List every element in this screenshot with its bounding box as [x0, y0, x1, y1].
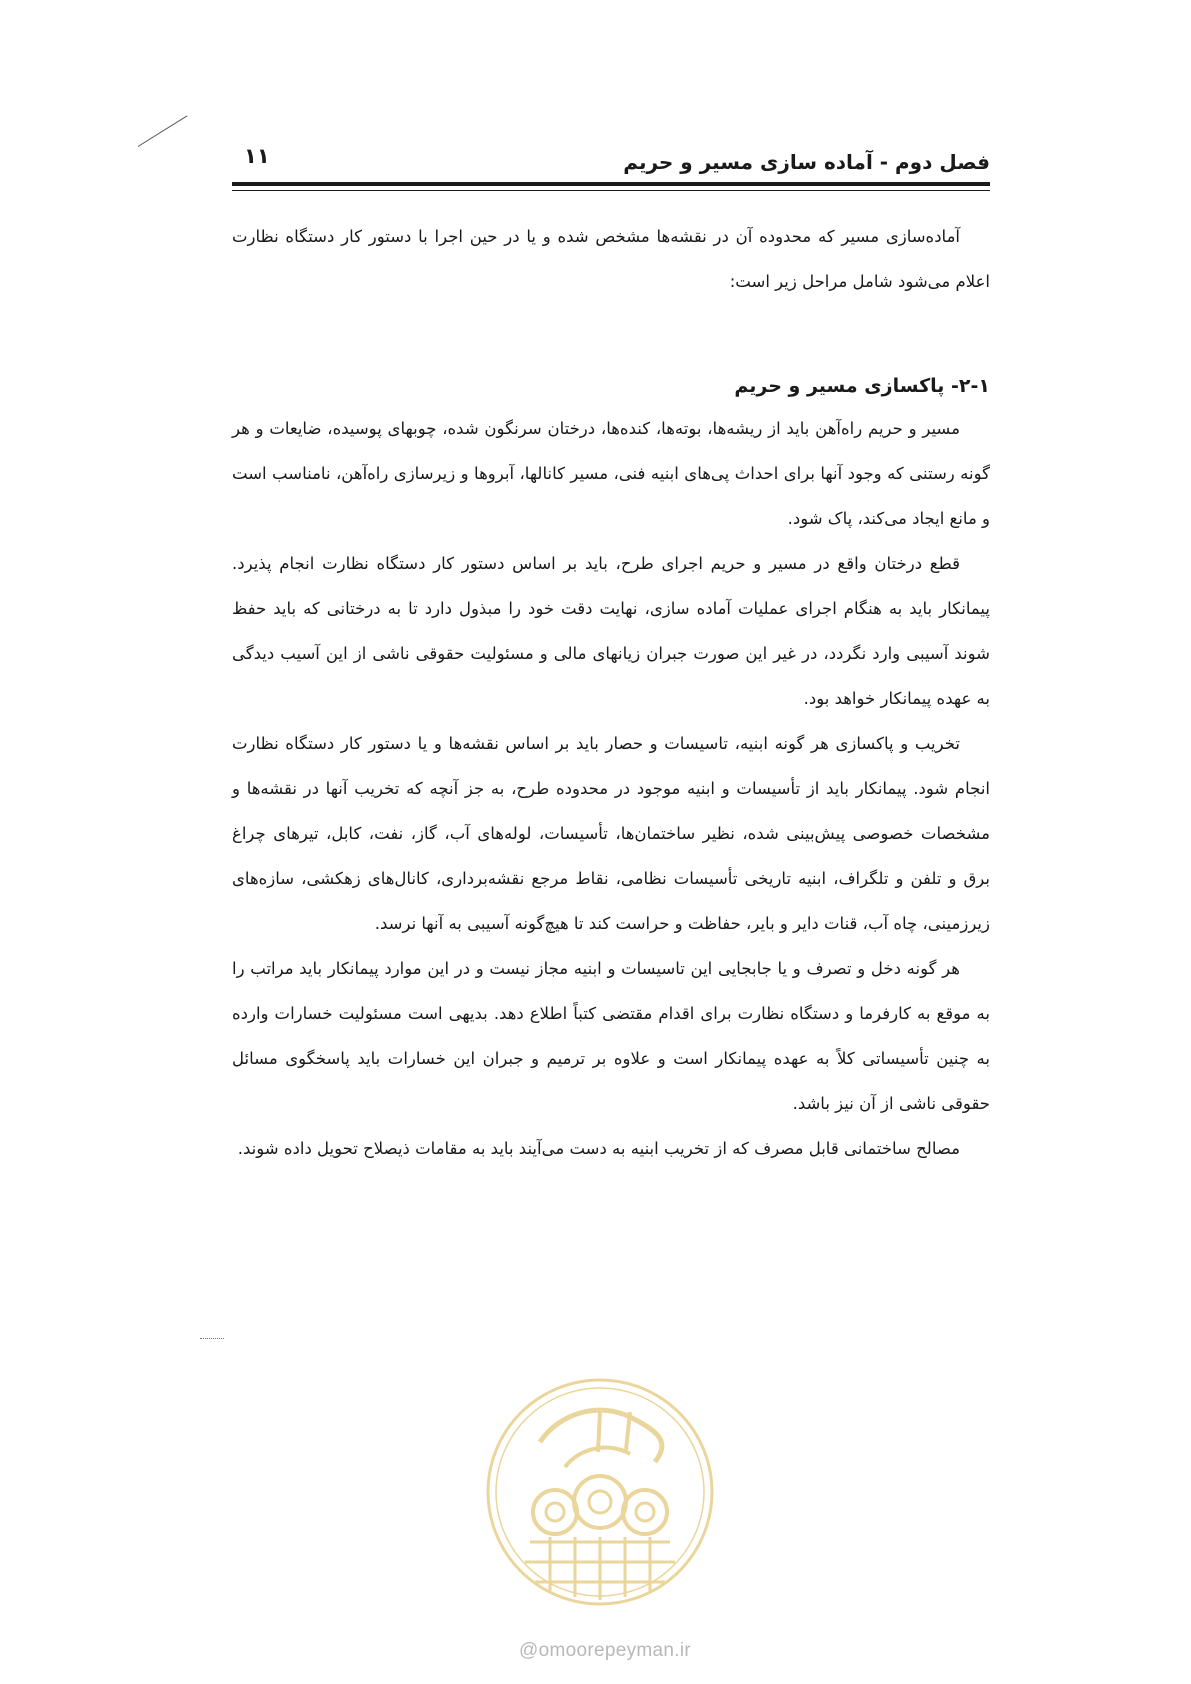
watermark-site-label: @omoorepeyman.ir: [519, 1640, 691, 1661]
page-header: [232, 140, 990, 196]
body-text: [232, 214, 990, 1171]
scan-artifact-dots: [200, 1338, 224, 1339]
scan-artifact-line: [138, 115, 188, 147]
paragraph-3: تخریب و پاکسازی هر گونه ابنیه، تاسیسات و حصار باید بر اساس نقشه‌ها و یا دستور کار دستگاه نظارت انجام شود. پیمانکار باید از تأسیسات و ابنیه موجود در محدوده طرح، به جز آنچه که تخریب آنها در نقشه‌ها و مشخصات خصوصی پیش‌بینی شده، نظیر ساختمان‌ها، تأسیسات، لوله‌های آب، گاز، نفت، کابل، تیرهای چراغ برق و تلفن و تلگراف، ابنیه تاریخی تأسیسات نظامی، نقاط مرجع نقشه‌برداری، کانال‌های زهکشی، سازه‌های زیرزمینی، چاه آب، قنات دایر و بایر، حفاظت و حراست کند تا هیچ‌گونه آسیبی به آنها نرسد.: [232, 734, 990, 933]
paragraph-1: مسیر و حریم راه‌آهن باید از ریشه‌ها، بوته‌ها، کنده‌ها، درختان سرنگون شده، چوبهای پوسیده، ضایعات و هر گونه رستنی که وجود آنها برای احداث پی‌های ابنیه فنی، مسیر کانالها، آبروها و زیرسازی راه‌آهن، نامناسب است و مانع ایجاد می‌کند، پاک شود.: [232, 419, 990, 528]
paragraph-2: قطع درختان واقع در مسیر و حریم اجرای طرح، باید بر اساس دستور کار دستگاه نظارت انجام پذیرد. پیمانکار باید به هنگام اجرای عملیات آماده سازی، نهایت دقت خود را مبذول دارد تا به درختانی که باید حفظ شوند آسیبی وارد نگردد، در غیر این صورت جبران زیانهای مالی و مسئولیت حقوقی ناشی از این آسیب دیدگی به عهده پیمانکار خواهد بود.: [232, 554, 990, 708]
intro-paragraph: آماده‌سازی مسیر که محدوده آن در نقشه‌ها مشخص شده و یا در حین اجرا با دستور کار دستگاه نظارت اعلام می‌شود شامل مراحل زیر است:: [232, 227, 990, 291]
paragraph-4: هر گونه دخل و تصرف و یا جابجایی این تاسیسات و ابنیه مجاز نیست و در این موارد پیمانکار باید مراتب را به موقع به کارفرما و دستگاه نظارت برای اقدام مقتضی کتباً اطلاع دهد. بدیهی است مسئولیت خسارات وارده به چنین تأسیساتی کلاً به عهده پیمانکار است و علاوه بر ترمیم و جبران این خسارات باید پاسخگوی مسائل حقوقی ناشی از آن نیز باشد.: [232, 959, 990, 1113]
watermark-seal-icon: [480, 1372, 720, 1612]
page-number: ۱۱: [244, 144, 270, 168]
paragraph-5: مصالح ساختمانی قابل مصرف که از تخریب ابنیه به دست می‌آیند باید به مقامات ذیصلاح تحویل داده شوند.: [237, 1139, 960, 1158]
section-heading: ۲-۱- پاکسازی مسیر و حریم: [734, 375, 990, 397]
header-rule-thin: [232, 190, 990, 191]
header-rule-thick: [232, 182, 990, 186]
running-title: فصل دوم - آماده سازی مسیر و حریم: [623, 150, 990, 174]
